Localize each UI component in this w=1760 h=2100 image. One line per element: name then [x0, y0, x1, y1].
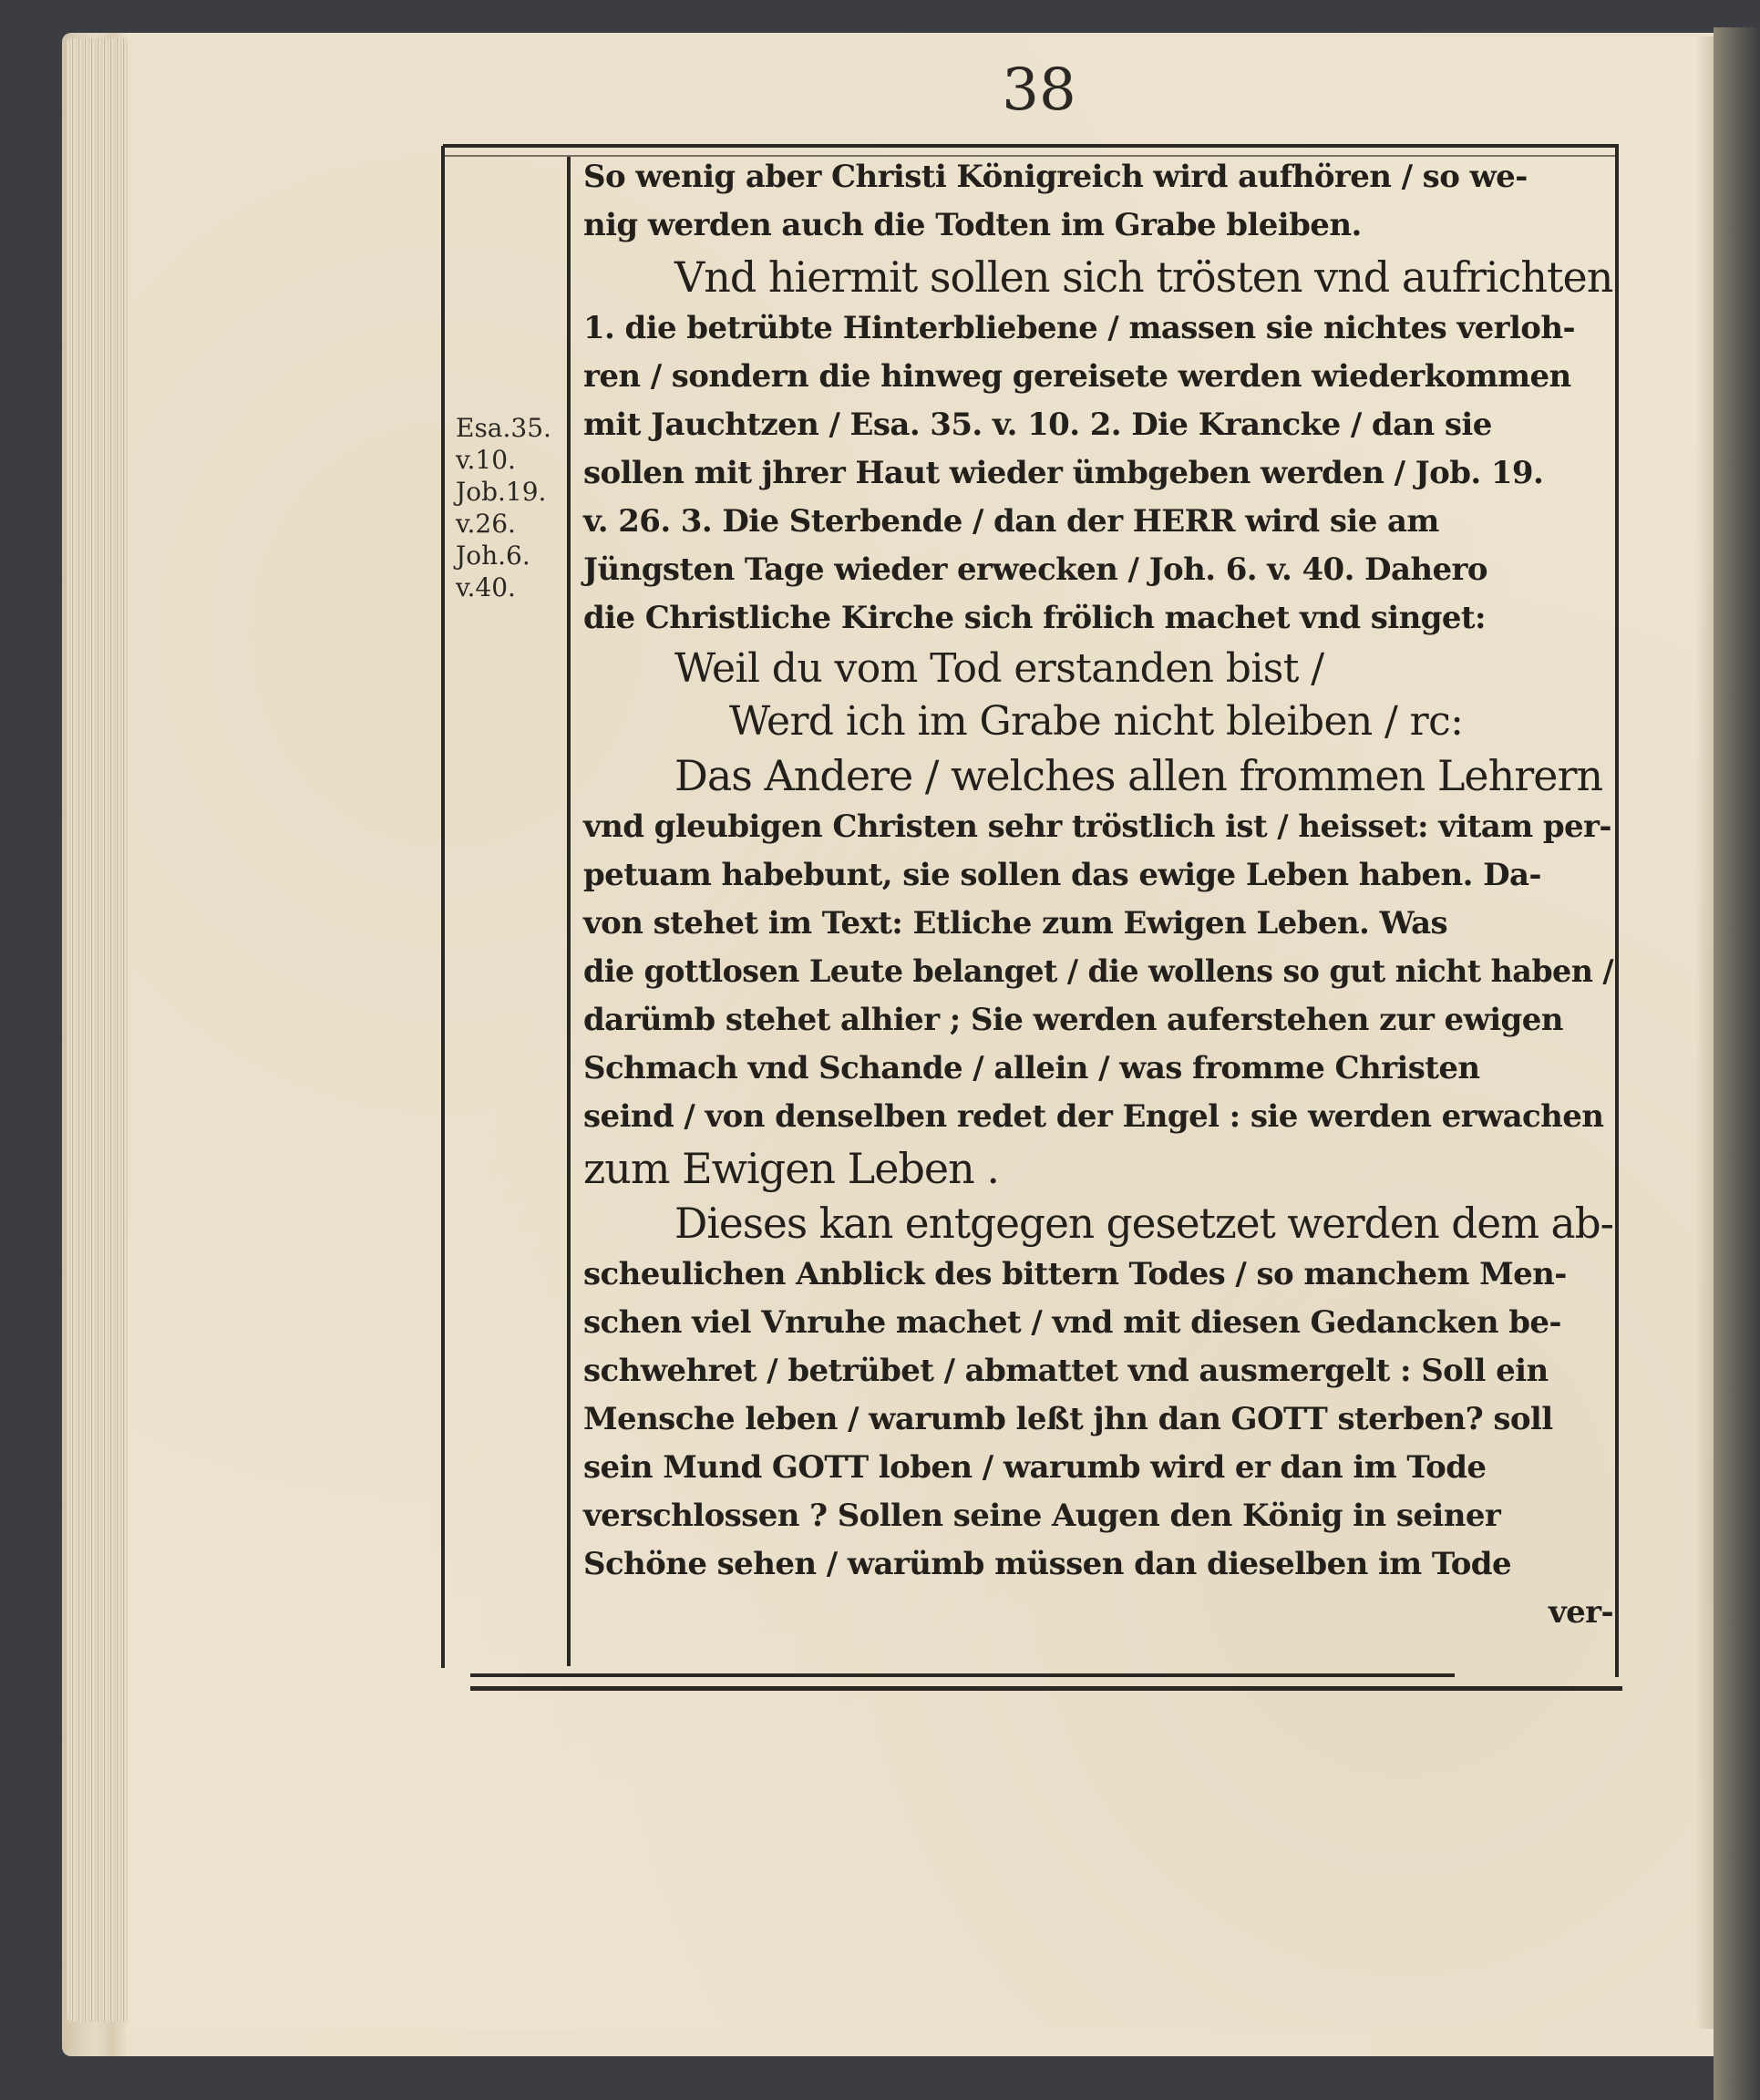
background-edge: [1714, 27, 1760, 2100]
text-line: Jüngsten Tage wieder erwecken / Joh. 6. v. 40. Dahero: [583, 551, 1487, 588]
text-line: ren / sondern die hinweg gereisete werden wiederkommen: [583, 358, 1571, 395]
frame-bottom-rule: [470, 1673, 1455, 1677]
text-line: mit Jauchtzen / Esa. 35. v. 10. 2. Die Krancke / dan sie: [583, 407, 1492, 443]
text-line: Schmach vnd Schande / allein / was fromme Christen: [583, 1050, 1480, 1086]
text-line: darümb stehet alhier ; Sie werden auferstehen zur ewigen: [583, 1002, 1563, 1038]
margin-note: v.40.: [456, 572, 516, 602]
text-line: Dieses kan entgegen gesetzet werden dem ab-: [674, 1199, 1613, 1248]
verse-line: Werd ich im Grabe nicht bleiben / rc:: [729, 698, 1464, 745]
page-number: 38: [1002, 57, 1076, 124]
frame-left-rule: [441, 146, 445, 1668]
frame-right-rule: [1615, 146, 1619, 1677]
text-line: die Christliche Kirche sich frölich machet vnd singet:: [583, 600, 1486, 636]
frame-margin-rule: [567, 157, 571, 1666]
text-line: v. 26. 3. Die Sterbende / dan der HERR wird sie am: [583, 503, 1439, 540]
text-line: Mensche leben / warumb leßt jhn dan GOTT sterben? soll: [583, 1401, 1553, 1437]
text-line: Das Andere / welches allen frommen Lehrern: [674, 751, 1603, 800]
frame-top-rule: [443, 144, 1619, 148]
margin-note: Esa.35.: [456, 413, 551, 443]
text-line: scheulichen Anblick des bittern Todes / so manchem Men-: [583, 1256, 1567, 1292]
text-line: verschlossen ? Sollen seine Augen den König in seiner: [583, 1498, 1501, 1534]
text-line: sein Mund GOTT loben / warumb wird er dan im Tode: [583, 1449, 1487, 1486]
margin-notes: [456, 412, 567, 603]
frame-bottom-rule-thick: [470, 1686, 1622, 1691]
margin-note: v.10.: [456, 445, 516, 475]
text-line: Vnd hiermit sollen sich trösten vnd aufrichten: [674, 252, 1613, 302]
text-line: zum Ewigen Leben .: [583, 1144, 999, 1193]
main-text: [583, 153, 1613, 1637]
text-line: von stehet im Text: Etliche zum Ewigen Leben. Was: [583, 905, 1448, 942]
text-line: schwehret / betrübet / abmattet vnd ausmergelt : Soll ein: [583, 1353, 1549, 1389]
text-line: schen viel Vnruhe machet / vnd mit diesen Gedancken be-: [583, 1304, 1561, 1341]
verse-line: Weil du vom Tod erstanden bist /: [674, 645, 1324, 692]
text-line: Schöne sehen / warümb müssen dan dieselben im Tode: [583, 1546, 1512, 1582]
margin-note: Job.19.: [456, 477, 547, 507]
text-line: 1. die betrübte Hinterbliebene / massen sie nichtes verloh-: [583, 310, 1575, 346]
text-line: nig werden auch die Todten im Grabe bleiben.: [583, 207, 1362, 243]
text-line: vnd gleubigen Christen sehr tröstlich ist / heisset: vitam per-: [583, 808, 1611, 845]
text-line: petuam habebunt, sie sollen das ewige Leben haben. Da-: [583, 857, 1541, 893]
text-line: So wenig aber Christi Königreich wird aufhören / so we-: [583, 159, 1528, 195]
text-line: die gottlosen Leute belanget / die wollens so gut nicht haben /: [583, 953, 1613, 990]
margin-note: v.26.: [456, 509, 516, 539]
text-line: seind / von denselben redet der Engel : sie werden erwachen: [583, 1098, 1604, 1135]
margin-note: Joh.6.: [456, 540, 530, 571]
catchword: ver-: [1548, 1594, 1613, 1631]
text-line: sollen mit jhrer Haut wieder ümbgeben werden / Job. 19.: [583, 455, 1544, 491]
